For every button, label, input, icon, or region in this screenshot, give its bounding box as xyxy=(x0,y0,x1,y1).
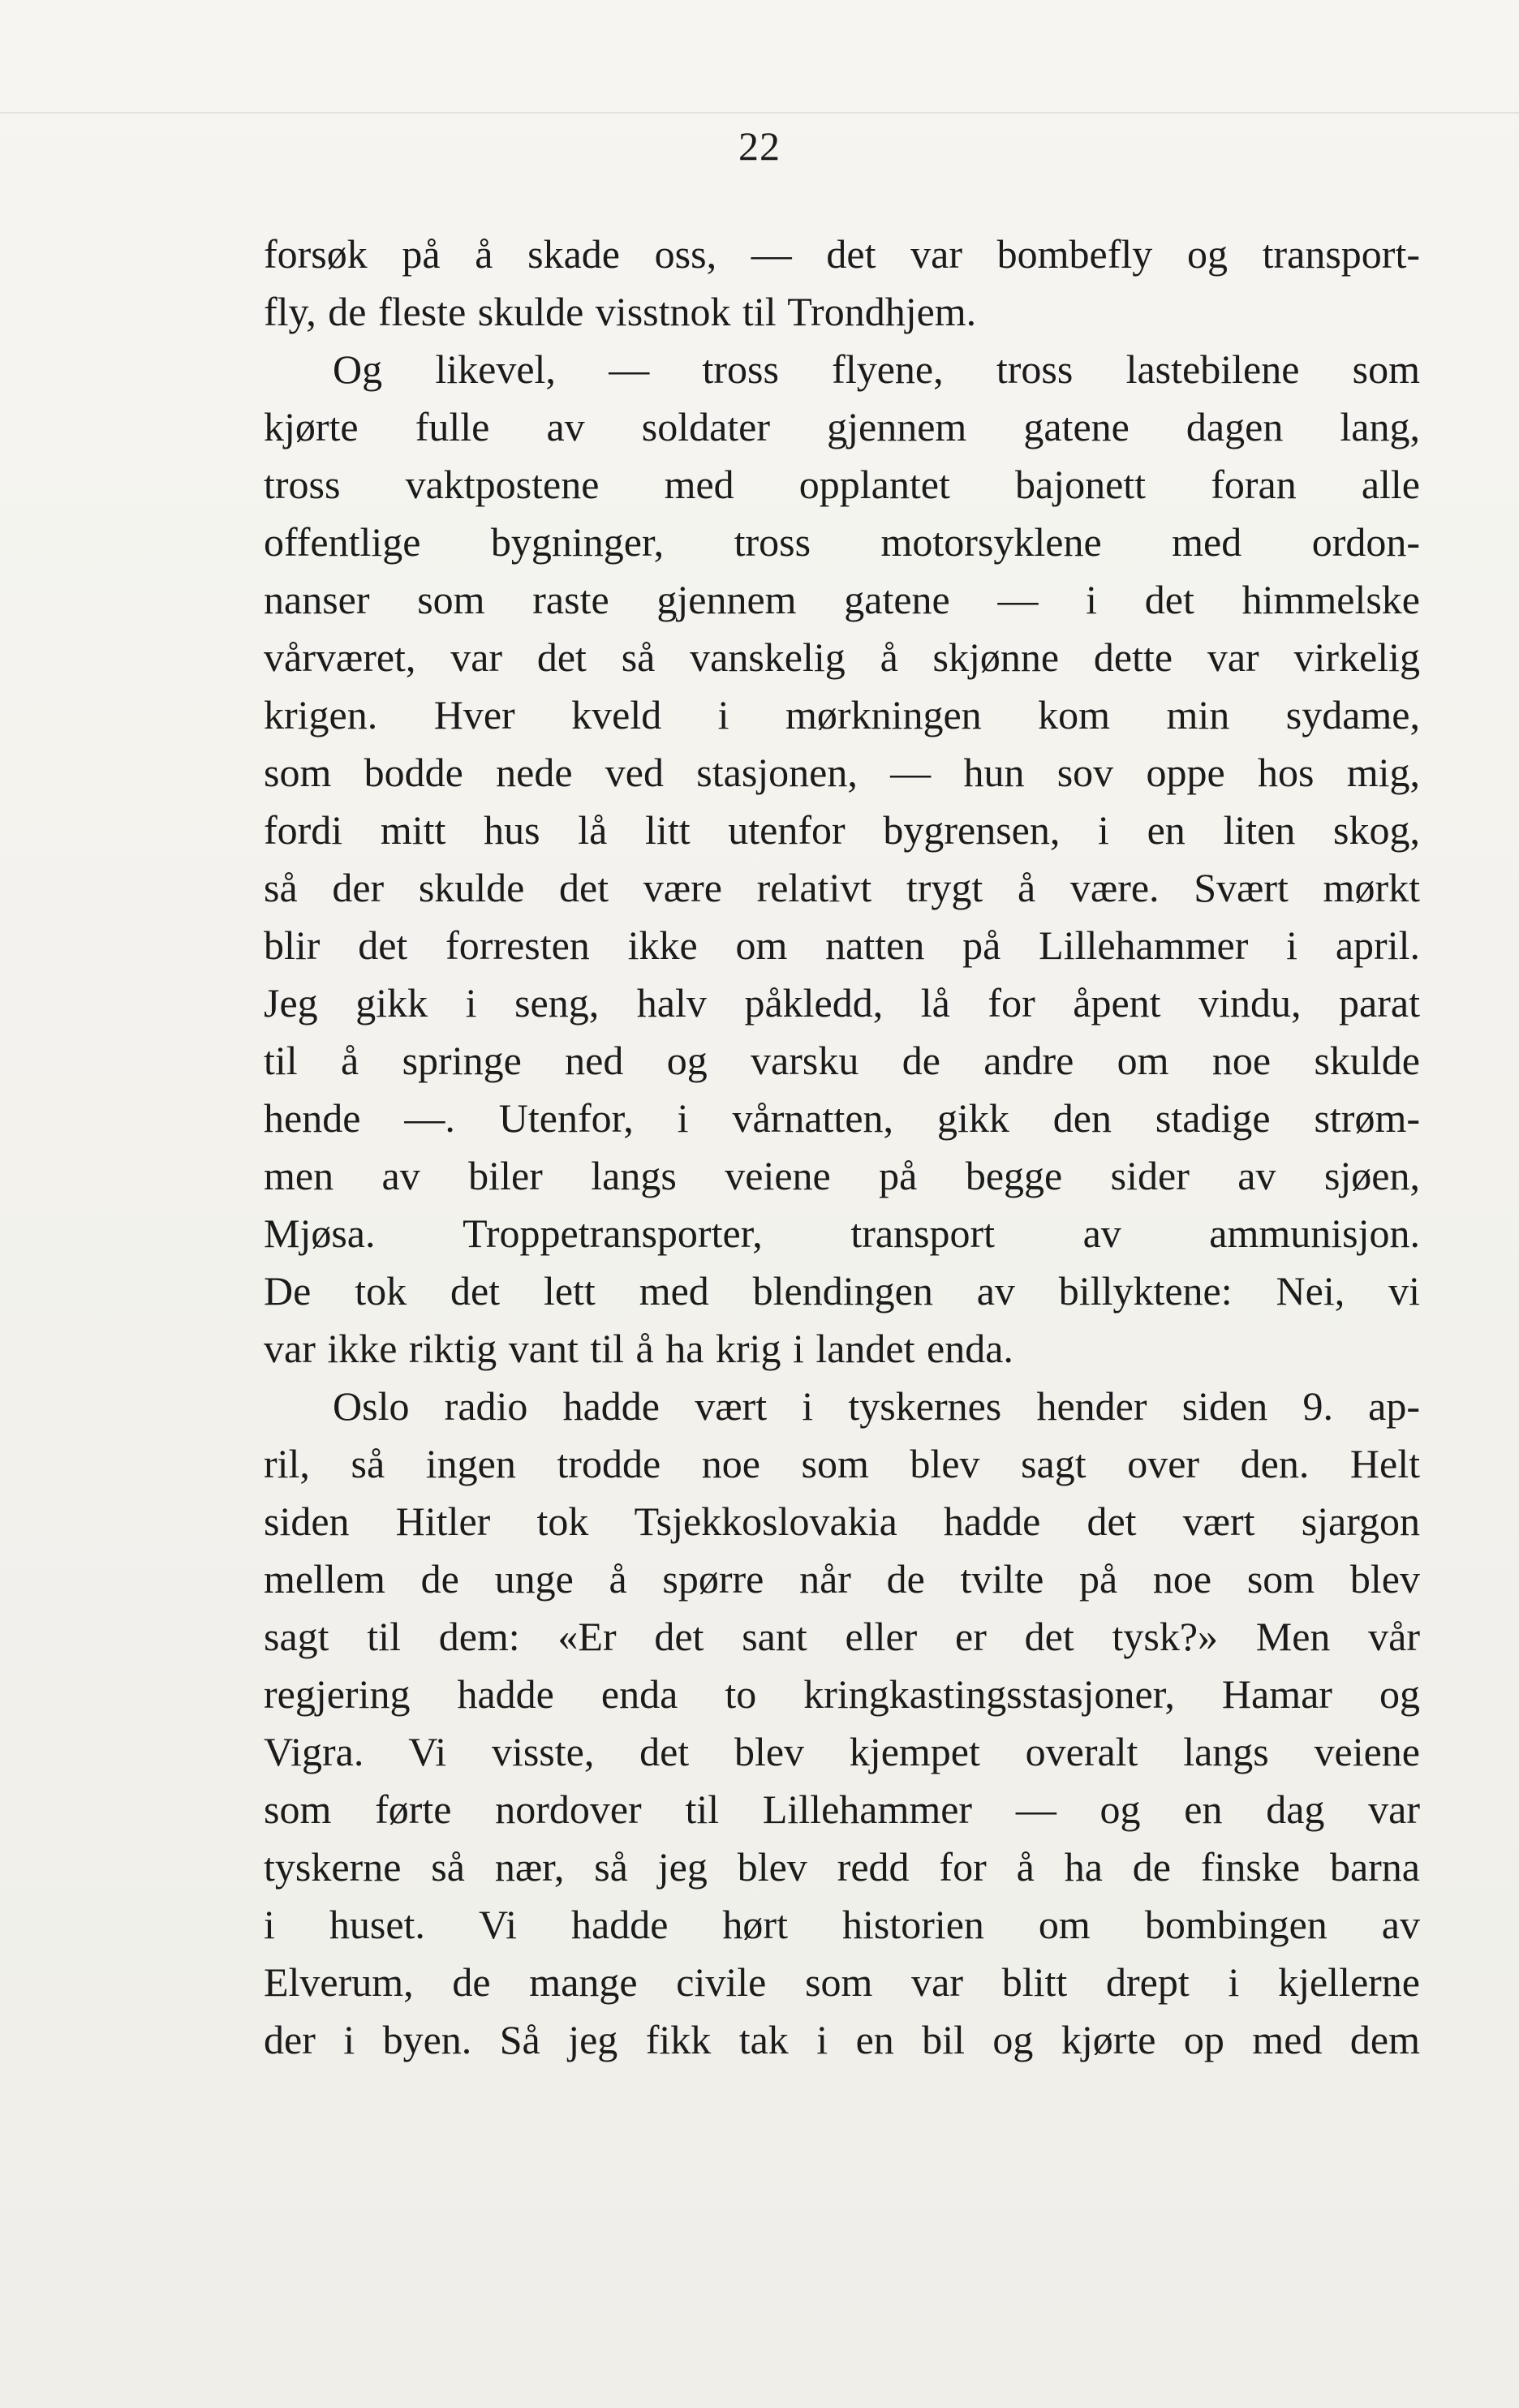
text-line: tyskerne så nær, så jeg blev redd for å ha de finske barna xyxy=(264,1844,1420,1890)
text-line: regjering hadde enda to kringkastingsstasjoner, Hamar og xyxy=(264,1671,1420,1717)
text-line: så der skulde det være relativt trygt å være. Svært mørkt xyxy=(264,865,1420,910)
text-line: fordi mitt hus lå litt utenfor bygrensen, i en liten skog, xyxy=(264,807,1420,853)
text-line: tross vaktpostene med opplantet bajonett foran alle xyxy=(264,462,1420,507)
text-line: der i byen. Så jeg fikk tak i en bil og kjørte op med dem xyxy=(264,2017,1420,2062)
text-line: men av biler langs veiene på begge sider av sjøen, xyxy=(264,1153,1420,1198)
text-line: krigen. Hver kveld i mørkningen kom min sydame, xyxy=(264,692,1420,737)
text-line: fly, de fleste skulde visstnok til Trondhjem. xyxy=(264,289,977,334)
text-line: nanser som raste gjennem gatene — i det himmelske xyxy=(264,577,1420,622)
text-line: Jeg gikk i seng, halv påkledd, lå for åpent vindu, parat xyxy=(264,980,1420,1026)
paragraph xyxy=(264,341,1420,1378)
body-text xyxy=(264,226,1420,2069)
text-line: forsøk på å skade oss, — det var bombefly og transport- xyxy=(264,231,1420,277)
text-line: som førte nordover til Lillehammer — og en dag var xyxy=(264,1787,1420,1832)
text-line: blir det forresten ikke om natten på Lillehammer i april. xyxy=(264,922,1420,968)
text-line: hende —. Utenfor, i vårnatten, gikk den stadige strøm- xyxy=(264,1095,1420,1141)
text-line: til å springe ned og varsku de andre om noe skulde xyxy=(264,1038,1420,1083)
text-line: Og likevel, — tross flyene, tross lastebilene som xyxy=(333,346,1420,392)
text-line: var ikke riktig vant til å ha krig i landet enda. xyxy=(264,1326,1013,1371)
page-edge-divider xyxy=(0,112,1519,114)
text-line: ril, så ingen trodde noe som blev sagt over den. Helt xyxy=(264,1441,1420,1486)
page-number: 22 xyxy=(738,123,781,169)
text-line: som bodde nede ved stasjonen, — hun sov oppe hos mig, xyxy=(264,750,1420,795)
text-line: kjørte fulle av soldater gjennem gatene dagen lang, xyxy=(264,404,1420,449)
text-line: De tok det lett med blendingen av billyktene: Nei, vi xyxy=(264,1268,1420,1314)
text-line: Mjøsa. Troppetransporter, transport av ammunisjon. xyxy=(264,1210,1420,1256)
text-line: sagt til dem: «Er det sant eller er det tysk?» Men vår xyxy=(264,1614,1420,1659)
text-line: mellem de unge å spørre når de tvilte på noe som blev xyxy=(264,1556,1420,1602)
text-line: Oslo radio hadde vært i tyskernes hender siden 9. ap- xyxy=(333,1383,1420,1429)
text-line: i huset. Vi hadde hørt historien om bombingen av xyxy=(264,1902,1420,1947)
text-line: siden Hitler tok Tsjekkoslovakia hadde det vært sjargon xyxy=(264,1499,1420,1544)
text-line: vårværet, var det så vanskelig å skjønne dette var virkelig xyxy=(264,634,1420,680)
text-line: offentlige bygninger, tross motorsyklene med ordon- xyxy=(264,519,1420,565)
paragraph xyxy=(264,226,1420,341)
text-line: Vigra. Vi visste, det blev kjempet overalt langs veiene xyxy=(264,1729,1420,1774)
paragraph xyxy=(264,1378,1420,2069)
text-line: Elverum, de mange civile som var blitt drept i kjellerne xyxy=(264,1959,1420,2005)
